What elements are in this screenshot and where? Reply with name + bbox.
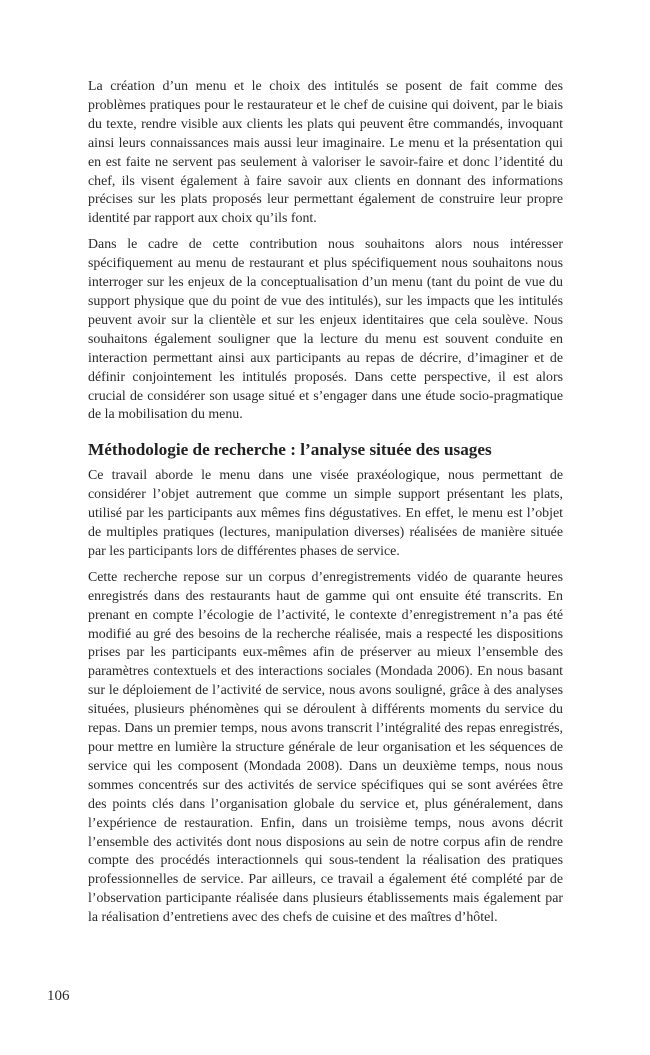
paragraph-method-1: Ce travail aborde le menu dans une visée praxéologique, nous permettant de considérer l’objet autrement que comme un simple support présentant les plats, utilisé par les participants aux mêmes fins dégustatives. En effet, le menu est l’objet de multiples pratiques (lectures, manipulation diverses) réalisées de manière située par les participants lors de différentes phases de service. bbox=[88, 468, 563, 559]
section-heading: Méthodologie de recherche : l’analyse située des usages bbox=[88, 440, 492, 460]
paragraph-intro-2: Dans le cadre de cette contribution nous souhaitons alors nous intéresser spécifiquement au menu de restaurant et plus spécifiquement nous souhaitons nous interroger sur les enjeux de la conceptualisation d’un menu (tant du point de vue du support physique que du point de vue des intitulés), sur les impacts que les intitulés peuvent avoir sur la clientèle et sur les enjeux identitaires que cela soulève. Nous souhaitons également souligner que la lecture du menu est souvent conduite en interaction permettant ainsi aux participants au repas de décrire, d’imaginer et de définir conjointement les intitulés proposés. Dans cette perspective, il est alors crucial de considérer son usage situé et s’engager dans une étude socio-pragmatique de la mobilisation du menu. bbox=[88, 237, 563, 423]
page-body bbox=[88, 78, 563, 935]
page-number: 106 bbox=[47, 988, 70, 1004]
paragraph-method-2: Cette recherche repose sur un corpus d’enregistrements vidéo de quarante heures enregistrés dans des restaurants haut de gamme qui ont ensuite été transcrits. En prenant en compte l’écologie de l’activité, le contexte d’enregistrement n’a pas été modifié au gré des besoins de la recherche réalisée, mais a respecté les dispositions prises par les participants eux-mêmes afin de préserver au mieux l’ensemble des paramètres contextuels et des interactions sociales (Mondada 2006). En nous basant sur le déploiement de l’activité de service, nous avons souligné, grâce à des analyses situées, plusieurs phénomènes qui se déroulent à différents moments du service du repas. Dans un premier temps, nous avons transcrit l’intégralité des repas enregistrés, pour mettre en lumière la structure générale de leur organisation et les séquences de service qui les composent (Mondada 2008). Dans un deuxième temps, nous nous sommes concentrés sur des activités de service spécifiques qui se sont avérées être des points clés dans l’organisation globale du service et, plus généralement, dans l’expérience de restauration. Enfin, dans un troisième temps, nous avons décrit l’ensemble des activités dont nous disposions au sein de notre corpus afin de rendre compte des procédés interactionnels qui sous-tendent la réalisation des pratiques professionnelles de service. Par ailleurs, ce travail a également été complété par de l’observation participante réalisée dans plusieurs établissements mais également par la réalisation d’entretiens avec des chefs de cuisine et des maîtres d’hôtel. bbox=[88, 569, 563, 926]
paragraph-intro-1: La création d’un menu et le choix des intitulés se posent de fait comme des problèmes pratiques pour le restaurateur et le chef de cuisine qui doivent, par le biais du texte, rendre visible aux clients les plats qui peuvent être commandés, invoquant ainsi leurs connaissances mais aussi leur imaginaire. Le menu et la présentation qui en est faite ne servent pas seulement à valoriser le savoir-faire et donc l’identité du chef, ils visent également à faire savoir aux clients en donnant des informations précises sur les plats proposés leur permettant également de construire leur propre identité par rapport aux choix qu’ils font. bbox=[88, 79, 563, 227]
